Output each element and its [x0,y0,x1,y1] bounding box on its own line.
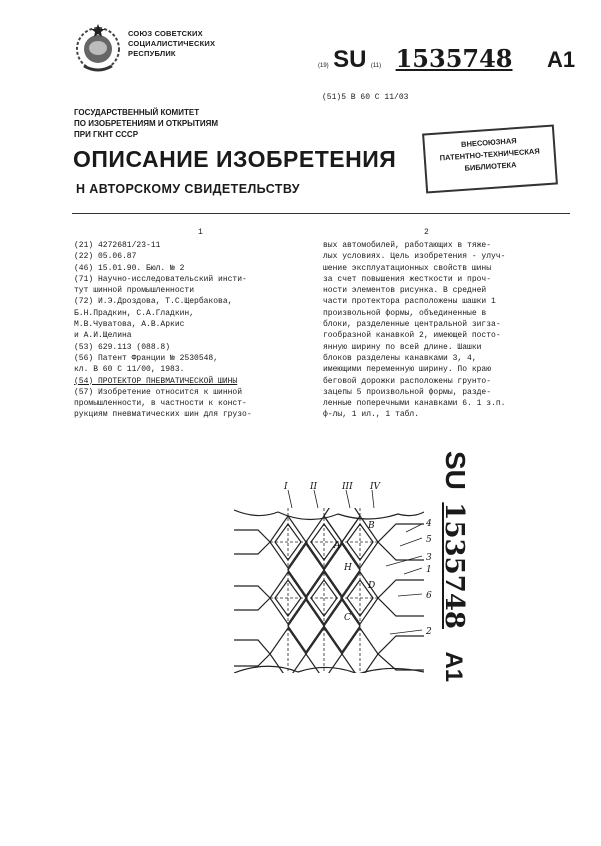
number-label: (11) [370,63,382,69]
biblio-line: рукциям пневматических шин для грузо- [74,410,252,420]
patent-number-row [318,44,575,74]
document-subtitle: Н АВТОРСКОМУ СВИДЕТЕЛЬСТВУ [76,182,300,196]
vertical-kind-code: A1 [440,651,467,683]
committee-line: ГОСУДАРСТВЕННЫЙ КОМИТЕТ [74,108,200,117]
biblio-line: (21) 4272681/23-11 [74,241,161,250]
abstract-line: блоков разделены канавками 3, 4, [323,353,477,363]
abstract-line: части протектора расположены шашки 1 [323,297,496,307]
abstract-line: зацепы 5 произвольной формы, разде- [323,387,492,397]
section-label: II [310,482,318,492]
biblio-line: (72) И.Э.Дроздова, Т.С.Щербакова, [74,297,233,307]
biblio-line: (22) 05.06.87 [74,252,137,262]
document-title: ОПИСАНИЕ ИЗОБРЕТЕНИЯ [73,146,397,172]
biblio-line: (46) 15.01.90. Бюл. № 2 [74,263,185,273]
biblio-line: (56) Патент Франции № 2530548, [74,353,219,363]
patent-number: 1535748 [395,44,513,73]
abstract-line: гообразной канавкой 2, имеющей посто- [323,331,501,341]
committee-line: ПО ИЗОБРЕТЕНИЯМ И ОТКРЫТИЯМ [74,119,219,128]
abstract-line: шение эксплуатационных свойств шины [323,263,492,273]
tread-pattern-figure [228,480,443,680]
bibliographic-data [74,240,304,421]
abstract-line: блоки, разделенные центральной зигза- [323,320,501,330]
biblio-line: промышленности, в частности к конст- [74,399,247,409]
biblio-line: и А.И.Щелина [74,331,132,341]
stamp-line: ВНЕСОЮЗНАЯ [460,136,517,149]
biblio-line: (57) Изобретение относится к шинной [74,387,243,397]
column-number: 2 [424,228,429,237]
biblio-line: кл. В 60 С 11/00, 1983. [74,365,185,375]
emblem-icon [72,22,124,74]
block-label: B [368,521,375,531]
org-line: РЕСПУБЛИК [128,49,176,58]
abstract-line: за счет повышения жесткости и проч- [323,274,492,284]
country-code-label: (19) [318,63,329,69]
abstract-line: лых условиях. Цель изобретения - улуч- [323,252,506,262]
section-label: IV [370,482,381,492]
abstract-line: ленные поперечными канавками 6. 1 з.п. [323,399,506,409]
committee [74,107,218,140]
kind-code: A1 [546,47,576,72]
biblio-line: тут шинной промышленности [74,286,195,296]
stamp-line: БИБЛИОТЕКА [464,160,517,173]
block-label: H [344,563,352,573]
biblio-line: (71) Научно-исследовательский инсти- [74,274,247,284]
abstract-line: произвольной формы, объединенные в [323,308,487,318]
part-number: 3 [426,553,432,563]
part-number: 6 [426,591,432,601]
vertical-patent-number-text: 1535748 [439,502,469,629]
abstract-line: ф-лы, 1 ил., 1 табл. [323,410,420,420]
biblio-line: Б.Н.Прадкин, С.А.Гладкин, [74,308,195,318]
block-label: D [368,581,376,591]
divider [72,213,570,214]
biblio-line: М.В.Чуватова, А.В.Аркис [74,320,185,330]
vertical-country-code: SU [440,451,471,490]
org-line: СОЮЗ СОВЕТСКИХ [128,29,203,38]
abstract-line: вых автомобилей, работающих в тяже- [323,241,492,250]
abstract-text [323,240,555,421]
part-number: 4 [426,519,432,529]
section-label: I [284,482,288,492]
library-stamp [422,124,558,193]
part-number: 5 [426,535,432,545]
vertical-patent-number [439,451,471,711]
abstract-line: ности элементов рисунка. В средней [323,286,487,296]
country-code: SU [333,46,367,73]
abstract-line: имеющими переменную ширину. По краю [323,365,492,375]
abstract-line: беговой дорожки расположены грунто- [323,376,492,386]
org-line: СОЦИАЛИСТИЧЕСКИХ [128,39,216,48]
committee-line: ПРИ ГКНТ СССР [74,130,139,139]
section-label: III [342,482,353,492]
abstract-line: янную ширину по всей длине. Шашки [323,342,482,352]
invention-title-line: (54) ПРОТЕКТОР ПНЕВМАТИЧЕСКОЙ ШИНЫ [74,376,238,386]
block-label: C [344,613,351,623]
org-name [128,29,215,59]
part-number: 2 [426,627,432,637]
part-number: 1 [426,565,432,575]
ipc-classification: (51)5 В 60 С 11/03 [322,93,409,102]
column-number: 1 [198,228,203,237]
biblio-line: (53) 629.113 (088.8) [74,342,171,352]
block-label: A [334,541,341,551]
stamp-line: ПАТЕНТНО-ТЕХНИЧЕСКАЯ [439,146,540,163]
